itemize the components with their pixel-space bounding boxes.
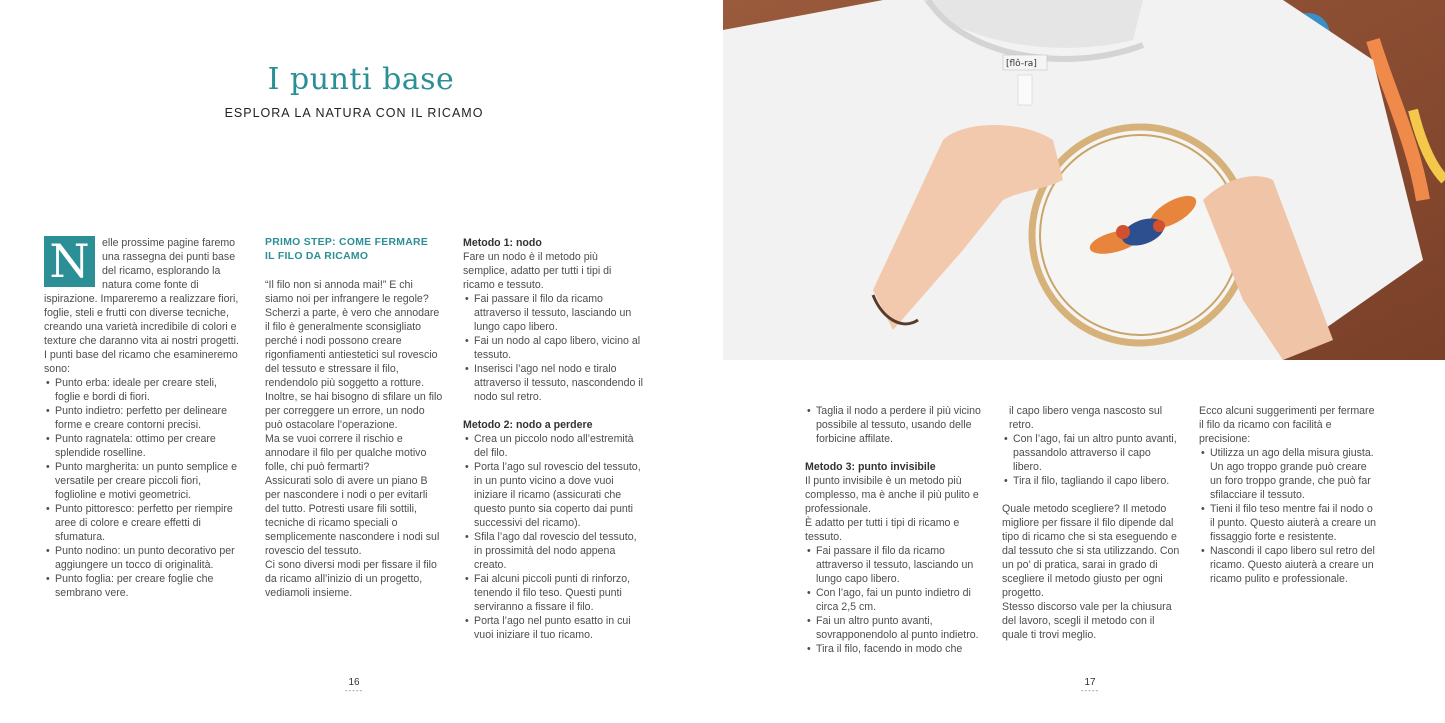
list-item: • Con l’ago, fai un altro punto avanti, passandolo attraverso il capo libero. [1002, 432, 1182, 474]
list-item: • Fai un altro punto avanti, sovrapponendolo al punto indietro. [805, 614, 985, 642]
method-2-title: Metodo 2: nodo a perdere [463, 419, 593, 431]
list-item: • Inserisci l’ago nel nodo e tiralo attraverso il tessuto, nascondendo il nodo sul retro. [463, 362, 643, 404]
method-3-intro: Il punto invisibile è un metodo più complesso, ma è anche il più pulito e professionale. [805, 475, 979, 515]
paragraph: Assicurati solo di avere un piano B per nascondere i nodi o per evitarli del tutto. Potresti usare fili sottili, tecniche di ricamo speciali o semplicemente nascondere i nodi sul rovescio del tessuto. [265, 475, 440, 557]
list-item: • Punto pittoresco: perfetto per riempire aree di colore e creare effetti di sfumatura. [44, 502, 240, 544]
right-column-1 [805, 404, 985, 656]
list-item: • Nascondi il capo libero sul retro del ricamo. Questo aiuterà a creare un ricamo pulito e professionale. [1199, 544, 1379, 586]
list-item: • Fai un nodo al capo libero, vicino al tessuto. [463, 334, 643, 362]
page-subtitle: ESPLORA LA NATURA CON IL RICAMO [224, 106, 484, 120]
page-title: I punti base [267, 62, 455, 97]
list-item: • Utilizza un ago della misura giusta. Un ago troppo grande può creare un foro troppo grande, che può far sfilacciare il tessuto. [1199, 446, 1379, 502]
intro-paragraph: elle prossime pagine faremo una rassegna dei punti base del ricamo, esplorando la natura come fonte di ispirazione. Impareremo a realizzare fiori, foglie, steli e frutti con diverse tecniche, creando una varietà incredibile di colori e texture che daranno vita ai nostri progetti. [44, 237, 239, 347]
list-item: • Punto nodino: un punto decorativo per aggiungere un tocco di originalità. [44, 544, 240, 572]
section-heading-line-2: IL FILO DA RICAMO [265, 251, 369, 262]
page-number-text: 17 [1084, 677, 1096, 688]
left-column-3 [463, 236, 643, 642]
right-column-2 [1002, 404, 1182, 642]
left-column-1 [44, 236, 240, 600]
list-item: • Sfila l’ago dal rovescio del tessuto, in prossimità del nodo appena creato. [463, 530, 643, 572]
right-column-3 [1199, 404, 1379, 586]
paragraph: Ci sono diversi modi per fissare il filo da ricamo all’inizio di un progetto, vediamoli insieme. [265, 559, 437, 599]
paragraph: “Il filo non si annoda mai!” E chi siamo noi per infrangere le regole? Scherzi a parte, è vero che annodare il filo è generalmente sconsigliato perché i nodi possono creare rigonfiamenti antiestetici sul rovescio del tessuto e stressare il filo, rendendolo più soggetto a rotture. Inoltre, se hai bisogno di sfilare un filo per correggere un errore, un nodo può ostacolare l’operazione. [265, 279, 443, 431]
list-item: • Tieni il filo teso mentre fai il nodo o il punto. Questo aiuterà a creare un fissaggio forte e resistente. [1199, 502, 1379, 544]
step-continued: il capo libero venga nascosto sul retro. [1009, 405, 1163, 431]
list-lead: I punti base del ricamo che esamineremo sono: [44, 349, 238, 375]
method-1-title: Metodo 1: nodo [463, 237, 542, 249]
page-number [334, 677, 374, 694]
list-item: • Punto indietro: perfetto per delineare forme e creare contorni precisi. [44, 404, 240, 432]
list-item: • Tira il filo, facendo in modo che [805, 642, 985, 656]
method-3-steps [805, 544, 985, 656]
method-1-intro: Fare un nodo è il metodo più semplice, adatto per tutti i tipi di ricamo e tessuto. [463, 251, 612, 291]
method-3-note: È adatto per tutti i tipi di ricamo e tessuto. [805, 517, 960, 543]
section-heading-line-1: PRIMO STEP: COME FERMARE [265, 237, 429, 248]
list-item: • Fai alcuni piccoli punti di rinforzo, tenendo il filo teso. Questi punti serviranno a fissare il filo. [463, 572, 643, 614]
paragraph: Stesso discorso vale per la chiusura del lavoro, scegli il metodo con il quale ti trovi meglio. [1002, 601, 1172, 641]
method-2-steps [463, 432, 643, 642]
page-number-text: 16 [348, 677, 360, 688]
embroidery-photo [723, 0, 1445, 360]
list-item: • Punto margherita: un punto semplice e versatile per creare piccoli fiori, foglioline e motivi geometrici. [44, 460, 240, 502]
list-item: • Punto ragnatela: ottimo per creare splendide roselline. [44, 432, 240, 460]
list-item: • Taglia il nodo a perdere il più vicino possibile al tessuto, usando delle forbicine affilate. [805, 404, 985, 446]
section-heading [265, 236, 443, 264]
list-item: • Con l’ago, fai un punto indietro di circa 2,5 cm. [805, 586, 985, 614]
list-item: • Punto erba: ideale per creare steli, foglie e bordi di fiori. [44, 376, 240, 404]
method-2-steps-continued [805, 404, 985, 446]
stitch-list [44, 376, 240, 600]
left-column-2 [265, 236, 443, 600]
list-item: • Fai passare il filo da ricamo attraverso il tessuto, lasciando un lungo capo libero. [463, 292, 643, 334]
paragraph: Quale metodo scegliere? Il metodo migliore per fissare il filo dipende dal tipo di ricamo che si sta eseguendo e dal tessuto che si sta utilizzando. Con un po’ di pratica, sarai in grado di scegliere il metodo giusto per ogni progetto. [1002, 503, 1180, 599]
page-number [1070, 677, 1110, 694]
tips-intro: Ecco alcuni suggerimenti per fermare il filo da ricamo con facilità e precisione: [1199, 405, 1375, 445]
list-item: • Porta l’ago sul rovescio del tessuto, in un punto vicino a dove vuoi iniziare il ricamo (assicurati che questo punto sia coperto dai punti successivi del ricamo). [463, 460, 643, 530]
list-item: • Porta l’ago nel punto esatto in cui vuoi iniziare il tuo ricamo. [463, 614, 643, 642]
method-3-steps-continued [1002, 432, 1182, 488]
drop-cap: N [44, 236, 95, 287]
list-item: • Tira il filo, tagliando il capo libero. [1002, 474, 1182, 488]
list-item: • Fai passare il filo da ricamo attraverso il tessuto, lasciando un lungo capo libero. [805, 544, 985, 586]
left-page [0, 0, 722, 723]
page-number-rule: ----- [344, 686, 364, 695]
method-1-steps [463, 292, 643, 404]
list-item: • Punto foglia: per creare foglie che sembrano vere. [44, 572, 240, 600]
method-3-title: Metodo 3: punto invisibile [805, 461, 936, 473]
paragraph: Ma se vuoi correre il rischio e annodare il filo per qualche motivo folle, chi può fermarti? [265, 433, 427, 473]
embroidery-hoop-photo-icon [723, 0, 1445, 360]
shirt-tag-text: [flô-ra] [1006, 59, 1037, 69]
list-item: • Crea un piccolo nodo all’estremità del filo. [463, 432, 643, 460]
tips-list [1199, 446, 1379, 586]
page-number-rule: ----- [1080, 686, 1100, 695]
